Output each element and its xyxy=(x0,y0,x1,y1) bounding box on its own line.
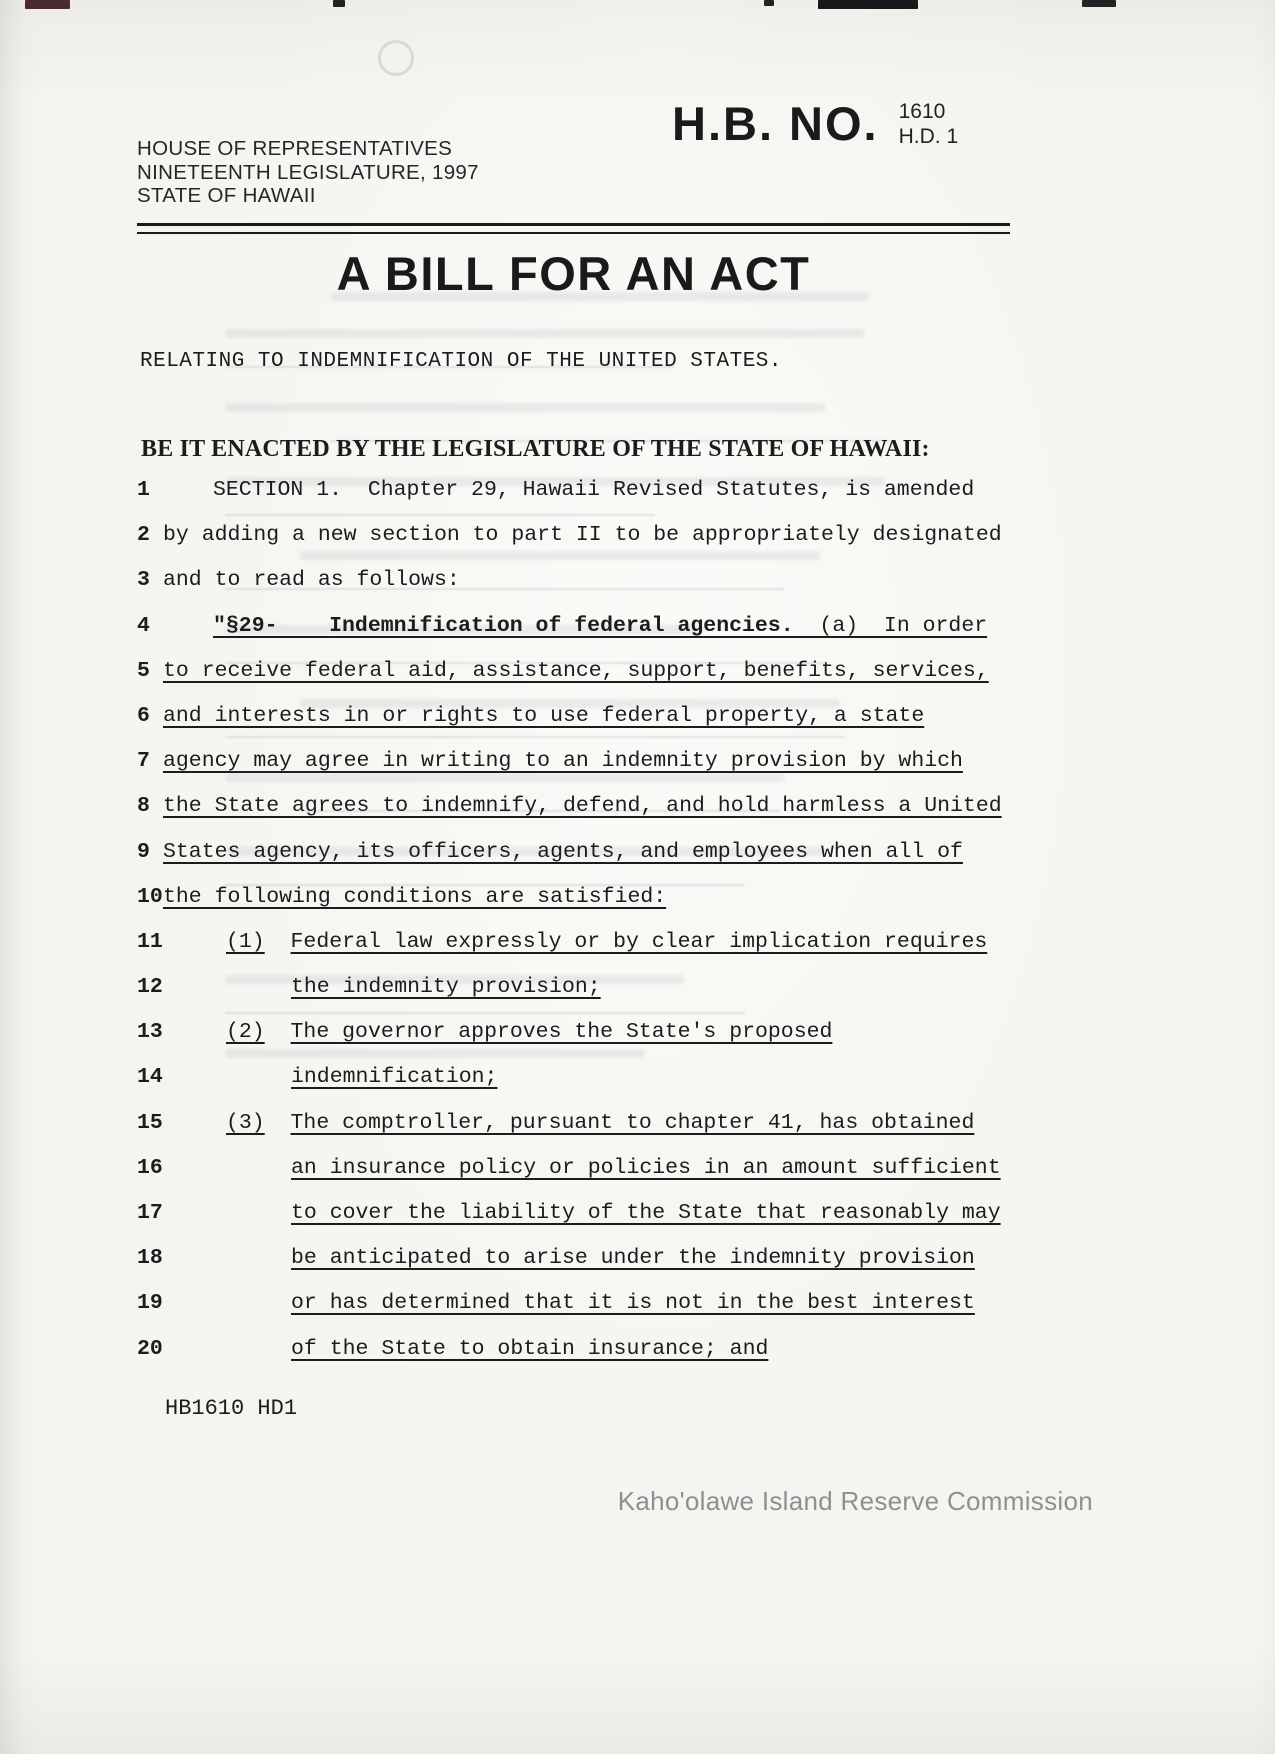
bill-line-15 xyxy=(137,1101,1167,1146)
line-text: the State agrees to indemnify, defend, and hold harmless a United xyxy=(163,794,1002,819)
scan-edge-mark xyxy=(1082,0,1116,7)
bill-line-6 xyxy=(137,694,1167,739)
watermark: Kaho'olawe Island Reserve Commission xyxy=(617,1486,1093,1516)
bill-line-9 xyxy=(137,830,1167,875)
bill-line-4 xyxy=(137,604,1167,649)
bill-number-block xyxy=(672,96,958,151)
bill-number: 1610 xyxy=(898,100,946,123)
line-number: 14 xyxy=(137,1065,163,1090)
line-number: 9 xyxy=(137,839,150,864)
bill-line-5 xyxy=(137,649,1167,694)
bill-line-14 xyxy=(137,1055,1167,1100)
line-text: by adding a new section to part II to be appropriately designated xyxy=(163,523,1002,548)
legislature-line: NINETEENTH LEGISLATURE, 1997 xyxy=(137,160,479,184)
scan-edge-mark xyxy=(25,0,70,9)
line-text: indemnification; xyxy=(291,1065,498,1090)
line-text: "§29- Indemnification of federal agencies. (a) In order xyxy=(213,613,988,638)
bill-number-draft xyxy=(899,96,959,149)
chamber-heading xyxy=(137,137,479,208)
header-divider xyxy=(137,223,1010,234)
bleed-through-line xyxy=(225,329,865,338)
line-text: (2) The governor approves the State's proposed xyxy=(226,1020,833,1045)
line-text: or has determined that it is not in the best interest xyxy=(291,1291,975,1316)
bill-line-10 xyxy=(137,875,1167,920)
bill-line-8 xyxy=(137,784,1167,829)
state-line: STATE OF HAWAII xyxy=(137,184,316,207)
line-text: the indemnity provision; xyxy=(291,975,601,1000)
scan-edge-mark xyxy=(764,0,774,6)
bill-line-20 xyxy=(137,1327,1167,1372)
line-text: the following conditions are satisfied: xyxy=(163,884,667,909)
bill-line-3 xyxy=(137,558,1167,603)
bill-line-19 xyxy=(137,1281,1167,1326)
bill-line-2 xyxy=(137,513,1167,558)
line-number: 18 xyxy=(137,1246,163,1271)
line-number: 2 xyxy=(137,523,150,548)
line-number: 10 xyxy=(137,884,163,909)
bleed-through-line xyxy=(225,403,825,412)
bill-line-7 xyxy=(137,739,1167,784)
bill-body xyxy=(137,468,1167,1372)
scan-edge-mark xyxy=(818,0,918,9)
line-text: an insurance policy or policies in an amount sufficient xyxy=(291,1155,1001,1180)
line-text: agency may agree in writing to an indemnity provision by which xyxy=(163,749,963,774)
line-text: (3) The comptroller, pursuant to chapter 41, has obtained xyxy=(226,1110,975,1135)
line-text: to receive federal aid, assistance, support, benefits, services, xyxy=(163,658,989,683)
line-number: 4 xyxy=(137,613,150,638)
enacting-clause: BE IT ENACTED BY THE LEGISLATURE OF THE STATE OF HAWAII: xyxy=(141,436,930,462)
line-number: 1 xyxy=(137,478,150,502)
bill-line-17 xyxy=(137,1191,1167,1236)
line-number: 13 xyxy=(137,1020,163,1045)
line-number: 16 xyxy=(137,1155,163,1180)
line-number: 15 xyxy=(137,1110,163,1135)
bill-draft: H.D. 1 xyxy=(898,125,959,148)
bill-title: A BILL FOR AN ACT xyxy=(336,247,811,300)
line-number: 11 xyxy=(137,929,163,954)
line-text: (1) Federal law expressly or by clear implication requires xyxy=(226,929,988,954)
bill-line-18 xyxy=(137,1236,1167,1281)
line-number: 20 xyxy=(137,1336,163,1361)
line-text: be anticipated to arise under the indemnity provision xyxy=(291,1246,975,1271)
line-number: 7 xyxy=(137,749,150,774)
bill-line-11 xyxy=(137,920,1167,965)
bill-line-13 xyxy=(137,1010,1167,1055)
line-text: States agency, its officers, agents, and employees when all of xyxy=(163,839,963,864)
line-number: 8 xyxy=(137,794,150,819)
bill-line-12 xyxy=(137,965,1167,1010)
bill-line-1 xyxy=(137,468,1167,513)
line-number: 5 xyxy=(137,658,150,683)
line-text: and to read as follows: xyxy=(163,568,460,593)
hole-punch-mark xyxy=(378,40,414,76)
line-text: of the State to obtain insurance; and xyxy=(291,1336,769,1361)
bill-subject: RELATING TO INDEMNIFICATION OF THE UNITED STATES. xyxy=(140,350,783,373)
scan-edge-mark xyxy=(333,0,345,7)
footer-bill-id: HB1610 HD1 xyxy=(165,1396,298,1421)
bill-line-16 xyxy=(137,1146,1167,1191)
line-number: 17 xyxy=(137,1201,163,1225)
line-text: SECTION 1. Chapter 29, Hawaii Revised Statutes, is amended xyxy=(213,478,975,502)
line-number: 6 xyxy=(137,703,150,728)
bill-label: H.B. NO. xyxy=(672,97,879,150)
line-text: to cover the liability of the State that reasonably may xyxy=(291,1201,1001,1225)
line-number: 3 xyxy=(137,568,150,593)
line-number: 19 xyxy=(137,1291,163,1316)
line-text: and interests in or rights to use federal property, a state xyxy=(163,703,925,728)
chamber-line: HOUSE OF REPRESENTATIVES xyxy=(137,137,453,160)
line-number: 12 xyxy=(137,975,163,1000)
